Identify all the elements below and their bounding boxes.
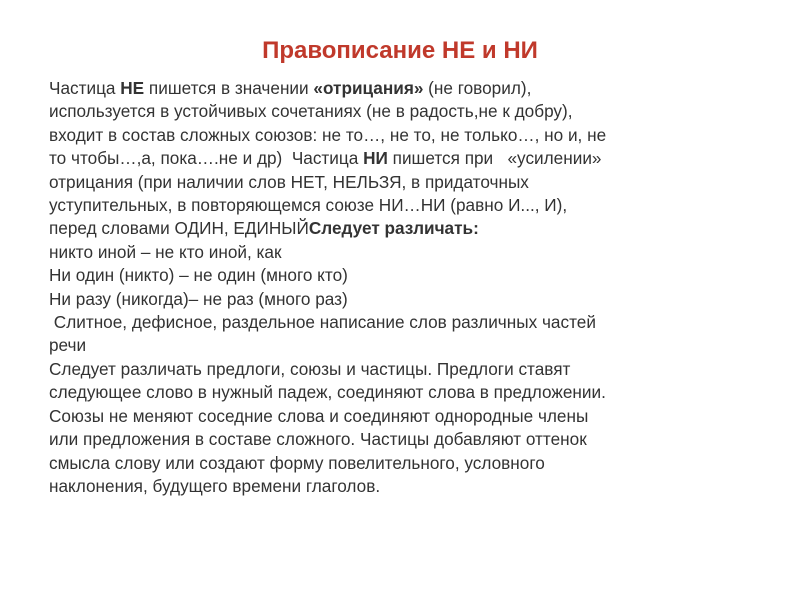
text-line	[49, 475, 779, 498]
text-run: используется в устойчивых сочетаниях (не в радость,не к добру),	[49, 101, 573, 122]
text-run: или предложения в составе сложного. Частицы добавляют оттенок	[49, 429, 587, 450]
text-run: (не говорил),	[423, 78, 532, 98]
text-line	[49, 241, 779, 264]
text-run: Следует различать предлоги, союзы и частицы. Предлоги ставят	[49, 358, 571, 379]
text-line	[49, 288, 779, 311]
text-line	[49, 194, 779, 217]
text-line	[49, 217, 779, 240]
text-line	[49, 147, 779, 170]
text-run: то чтобы…,а, пока….не и др) Частица	[49, 148, 364, 169]
text-run: речи	[49, 335, 87, 356]
slide-title: Правописание НЕ и НИ	[262, 37, 538, 64]
text-run: пишется при «усилении»	[387, 148, 602, 169]
text-run: пишется в значении	[144, 78, 314, 98]
text-run: наклонения, будущего времени глаголов.	[49, 475, 381, 496]
text-run: уступительных, в повторяющемся союзе НИ…НИ (равно И..., И),	[49, 195, 568, 216]
text-line	[49, 452, 779, 475]
text-run: Частица	[49, 78, 121, 98]
text-run: перед словами ОДИН, ЕДИНЫЙ	[49, 218, 309, 239]
text-line	[49, 311, 779, 334]
bold-term: «отрицания»	[313, 78, 424, 98]
text-run: входит в состав сложных союзов: не то…, не то, не только…, но и, не	[49, 124, 607, 145]
text-line	[49, 381, 779, 404]
bold-term: НИ	[363, 148, 388, 169]
text-run: следующее слово в нужный падеж, соединяют слова в предложении.	[49, 382, 606, 403]
text-run: Союзы не меняют соседние слова и соединяют однородные члены	[49, 405, 589, 426]
text-line	[49, 428, 779, 451]
text-run: отрицания (при наличии слов НЕТ, НЕЛЬЗЯ, в придаточных	[49, 171, 529, 192]
text-line	[49, 100, 779, 123]
bold-term: НЕ	[120, 78, 145, 98]
text-run: Ни разу (никогда)– не раз (много раз)	[49, 288, 348, 309]
text-run: Слитное, дефисное, раздельное написание слов различных частей	[49, 312, 596, 333]
text-line	[49, 171, 779, 194]
text-run: никто иной – не кто иной, как	[49, 241, 282, 262]
text-run: Ни один (никто) – не один (много кто)	[49, 265, 348, 286]
slide-body	[49, 77, 779, 498]
text-run: смысла слову или создают форму повелительного, условного	[49, 452, 545, 473]
bold-term: Следует различать:	[308, 218, 479, 239]
text-line	[49, 334, 779, 357]
text-line	[49, 358, 779, 381]
text-line	[49, 77, 779, 100]
text-line	[49, 405, 779, 428]
text-line	[49, 124, 779, 147]
text-line	[49, 264, 779, 287]
